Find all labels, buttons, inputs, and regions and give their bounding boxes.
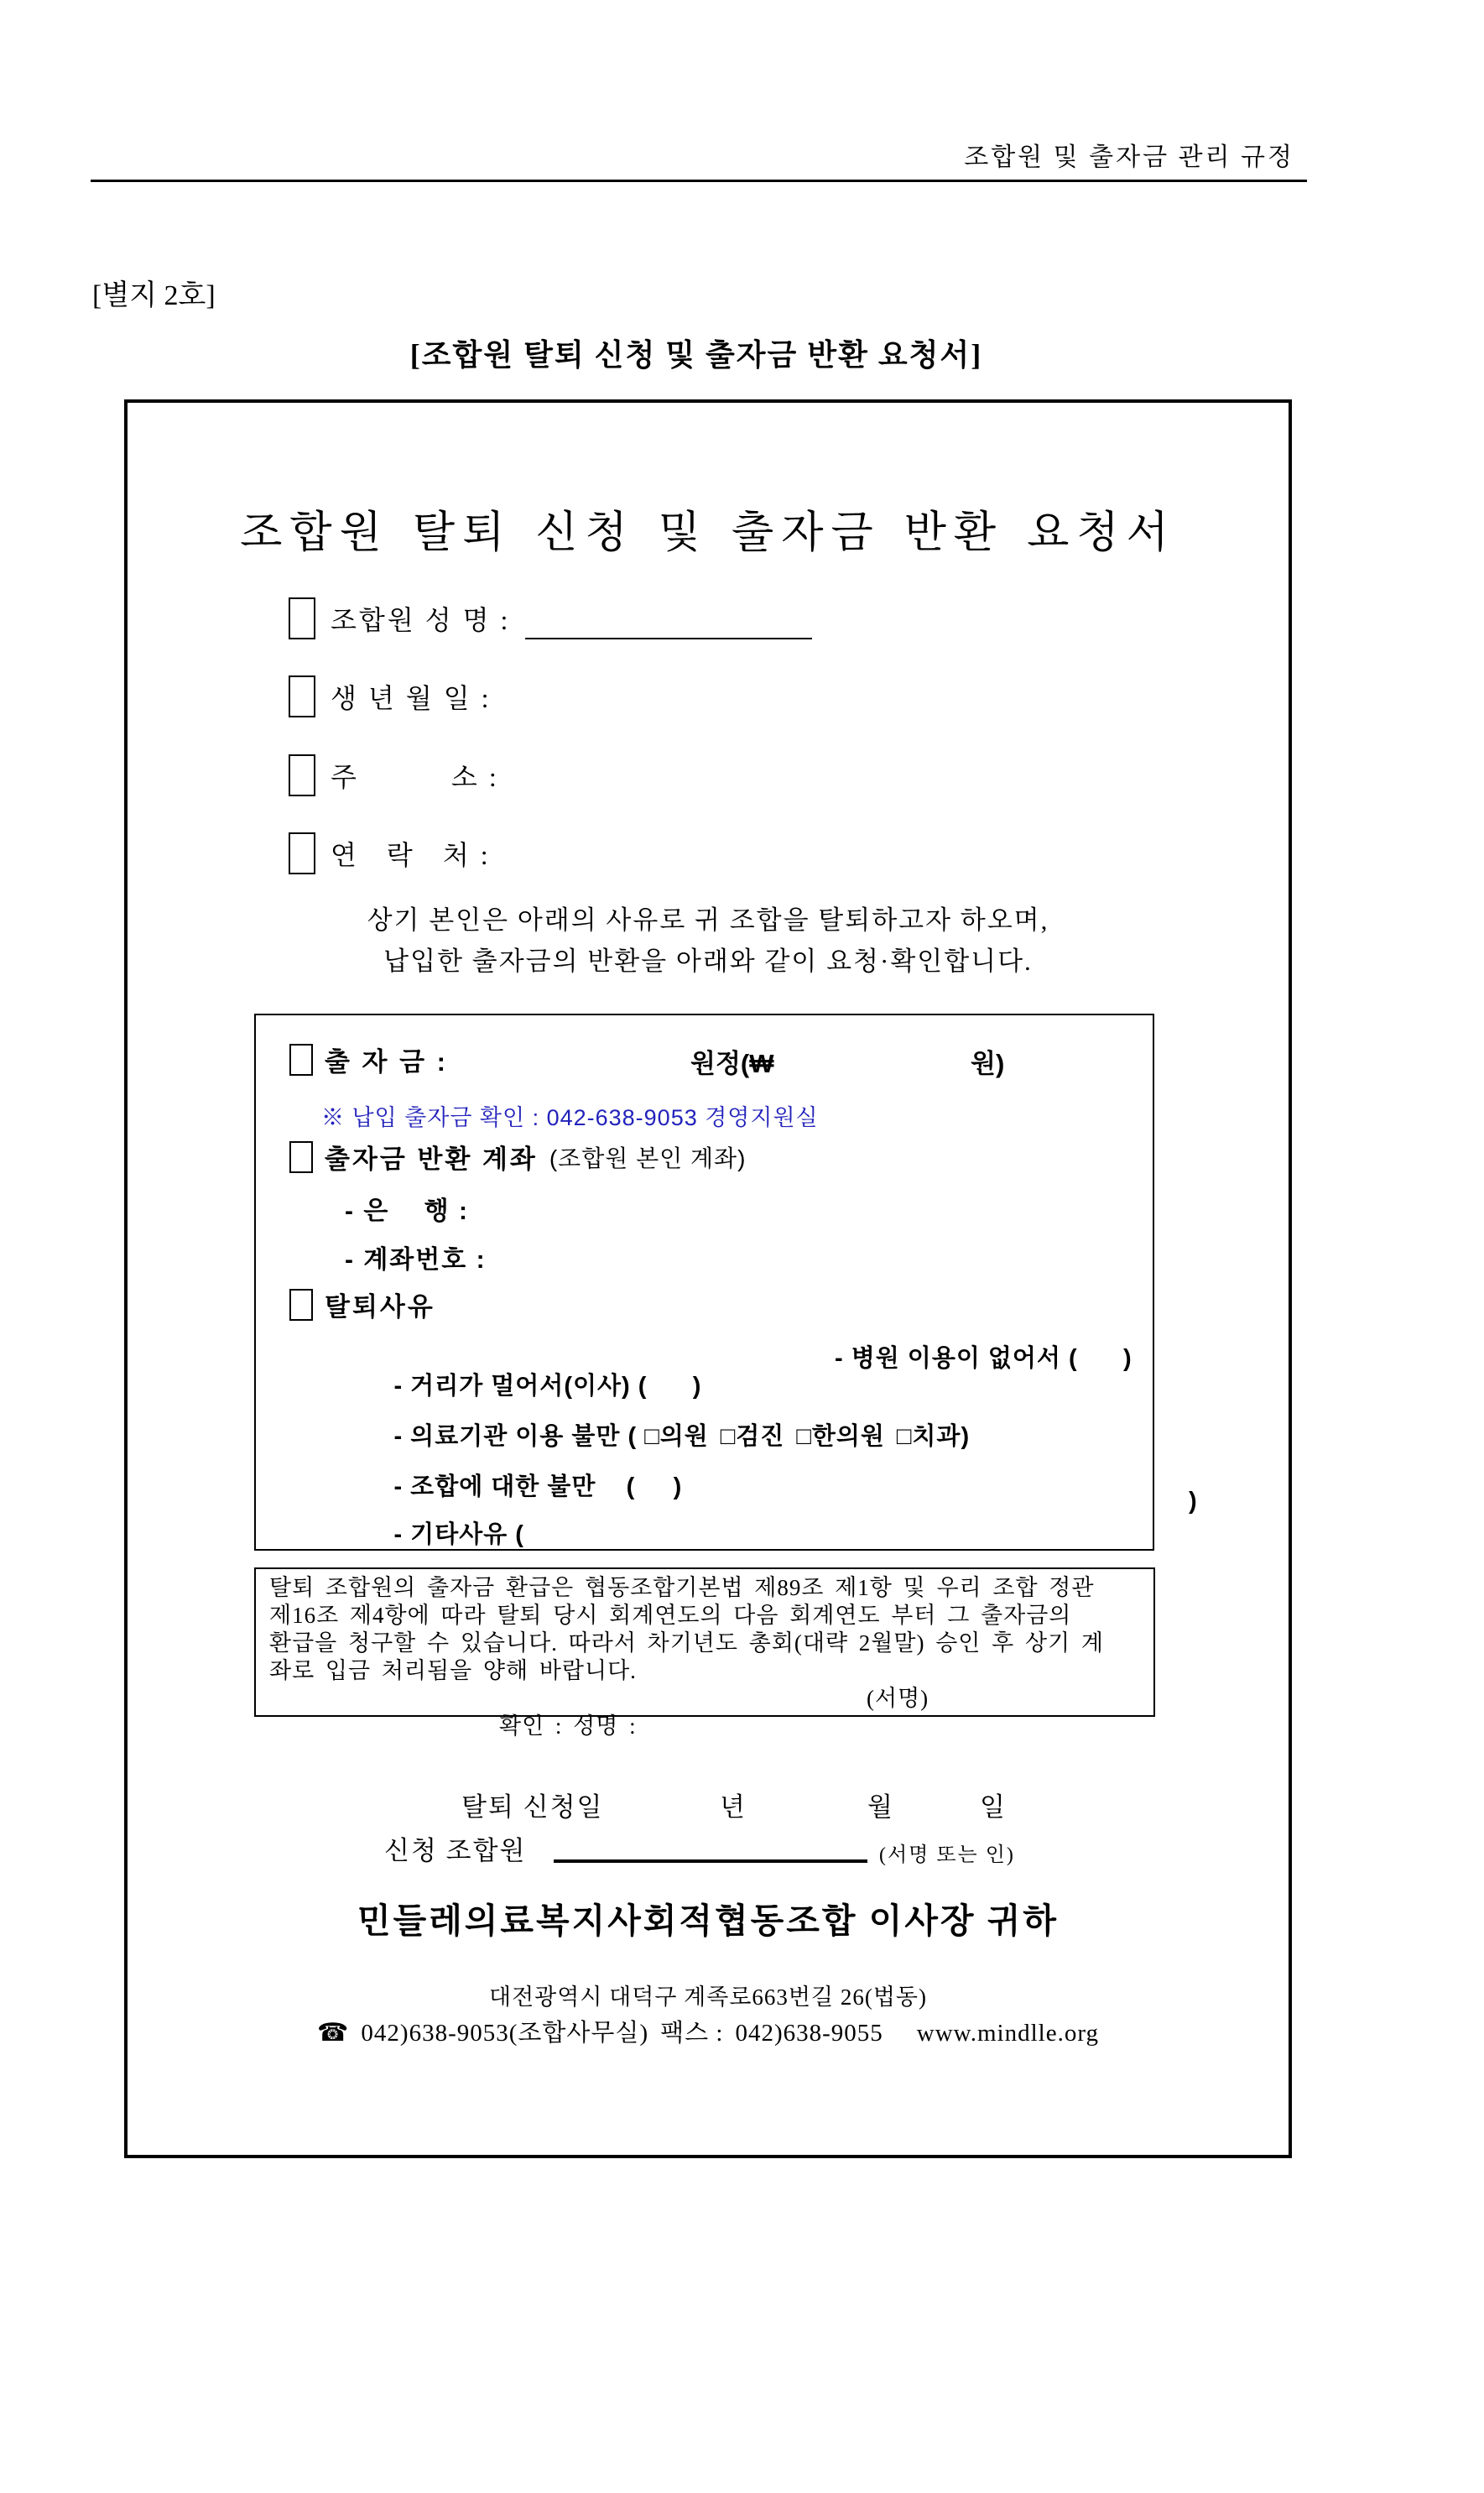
member-name-checkbox[interactable] xyxy=(289,597,315,639)
member-name-input-line[interactable] xyxy=(525,604,812,639)
bank-label: - 은 행 : xyxy=(345,1197,469,1225)
birth-date-label: 생 년 월 일 : xyxy=(331,683,492,713)
birth-date-row xyxy=(289,675,492,718)
header-divider xyxy=(91,180,1307,182)
reason-other-close: ) xyxy=(1189,1488,1198,1515)
reason-medical-prefix: - 의료기관 이용 불만 ( xyxy=(393,1423,645,1450)
notice-confirm-row xyxy=(269,1685,1140,1796)
medical-option-label: 의원 xyxy=(659,1423,709,1450)
recipient-line: 민들레의료복지사회적협동조합 이사장 귀하 xyxy=(357,1901,1059,1940)
contribution-checkbox[interactable] xyxy=(289,1044,313,1076)
refund-account-note: (조합원 본인 계좌) xyxy=(549,1145,747,1171)
medical-option-checkbox[interactable]: □ xyxy=(796,1423,812,1450)
refund-account-checkbox[interactable] xyxy=(289,1141,313,1173)
coop-address: 대전광역시 대덕구 계족로663번길 26(법동) xyxy=(489,1984,927,2010)
document-subtitle: [조합원 탈퇴 신청 및 출자금 반환 요청서] xyxy=(409,338,983,372)
medical-option-label: 치과 xyxy=(912,1423,961,1450)
contact-info-row xyxy=(128,2014,1289,2048)
statement-line-2: 납입한 출자금의 반환을 아래와 같이 요청·확인합니다. xyxy=(383,947,1033,976)
medical-option-dental[interactable] xyxy=(897,1417,961,1452)
address-checkbox[interactable] xyxy=(289,754,315,796)
fax-number: 042)638-9055 xyxy=(735,2020,883,2047)
contribution-row xyxy=(256,1040,1153,1076)
medical-option-label: 검진 xyxy=(736,1423,785,1450)
notice-line-3: 환급을 청구할 수 있습니다. 따라서 차기년도 총회(대략 2월말) 승인 후 상기 계 xyxy=(269,1630,1104,1656)
medical-option-label: 한의원 xyxy=(811,1423,885,1450)
withdrawal-detail-box xyxy=(254,1014,1198,1551)
account-number-label: - 계좌번호 : xyxy=(345,1246,487,1274)
page-header-title: 조합원 및 출자금 관리 규정 xyxy=(964,143,1294,171)
contact-label: 연 락 처 : xyxy=(331,840,491,870)
notice-line-1: 탈퇴 조합원의 출자금 환급은 협동조합기본법 제89조 제1항 및 우리 조합 정관 xyxy=(269,1575,1095,1600)
address-label: 주 소 : xyxy=(331,762,499,792)
website-url: www.mindlle.org xyxy=(916,2020,1099,2047)
signature-label: (서명) xyxy=(867,1686,929,1711)
contact-row xyxy=(289,832,491,875)
medical-option-checkbox[interactable]: □ xyxy=(644,1423,660,1450)
month-label: 월 xyxy=(867,1792,894,1822)
birth-date-checkbox[interactable] xyxy=(289,675,315,717)
confirm-name-label: 확인 : 성명 : xyxy=(499,1713,637,1739)
medical-option-checkbox[interactable]: □ xyxy=(720,1423,737,1450)
contribution-check-note: ※ 납입 출자금 확인 : 042-638-9053 경영지원실 xyxy=(321,1105,819,1130)
withdrawal-date-row xyxy=(128,1786,1289,1823)
refund-account-label: 출자금 반환 계좌 xyxy=(325,1145,538,1174)
contribution-label: 출 자 금 : xyxy=(325,1047,448,1077)
withdraw-reason-label: 탈퇴사유 xyxy=(325,1292,435,1322)
withdraw-reason-checkbox[interactable] xyxy=(289,1289,313,1321)
year-label: 년 xyxy=(720,1792,747,1822)
reason-distance[interactable]: - 거리가 멀어서(이사) ( ) xyxy=(393,1373,702,1400)
fax-label: 팩스 : xyxy=(660,2020,724,2047)
statement-paragraph xyxy=(128,900,1289,982)
statement-line-1: 상기 본인은 아래의 사유로 귀 조합을 탈퇴하고자 하오며, xyxy=(367,905,1049,935)
withdraw-reason-row xyxy=(256,1286,1153,1321)
day-label: 일 xyxy=(980,1792,1007,1822)
reason-other[interactable]: - 기타사유 ( xyxy=(393,1521,524,1548)
sign-or-seal-label: (서명 또는 인) xyxy=(879,1844,1015,1866)
withdrawal-date-label: 탈퇴 신청일 xyxy=(461,1792,604,1822)
address-row xyxy=(289,754,499,797)
refund-account-row xyxy=(256,1138,1153,1173)
reason-no-hospital-use[interactable]: - 병원 이용이 없어서 ( ) xyxy=(835,1345,1133,1372)
attachment-label: [별지 2호] xyxy=(92,280,216,311)
telephone-icon: ☎ xyxy=(317,2018,350,2047)
phone-number: 042)638-9053(조합사무실) xyxy=(361,2020,649,2047)
member-name-label: 조합원 성 명 : xyxy=(331,605,511,635)
notice-line-2: 제16조 제4항에 따라 탈퇴 당시 회계연도의 다음 회계연도 부터 그 출자금의 xyxy=(269,1603,1072,1628)
medical-option-oriental[interactable] xyxy=(796,1417,885,1452)
reason-medical-close: ) xyxy=(961,1423,971,1450)
form-border-box xyxy=(124,399,1292,2158)
medical-option-checkup[interactable] xyxy=(721,1417,785,1452)
applicant-label: 신청 조합원 xyxy=(384,1836,527,1865)
amount-prefix: 원정(₩ xyxy=(690,1049,774,1078)
contact-checkbox[interactable] xyxy=(289,832,315,874)
refund-notice-box xyxy=(254,1567,1155,1739)
amount-suffix: 원) xyxy=(971,1049,1005,1078)
applicant-row xyxy=(128,1829,1289,1870)
form-title: 조합원 탈퇴 신청 및 출자금 반환 요청서 xyxy=(240,509,1176,557)
notice-line-4: 좌로 입금 처리됨을 양해 바랍니다. xyxy=(269,1658,637,1683)
medical-option-checkbox[interactable]: □ xyxy=(896,1423,913,1450)
reason-coop[interactable]: - 조합에 대한 불만 ( ) xyxy=(393,1473,683,1500)
applicant-signature-line[interactable] xyxy=(554,1829,867,1863)
member-name-row xyxy=(289,597,812,640)
